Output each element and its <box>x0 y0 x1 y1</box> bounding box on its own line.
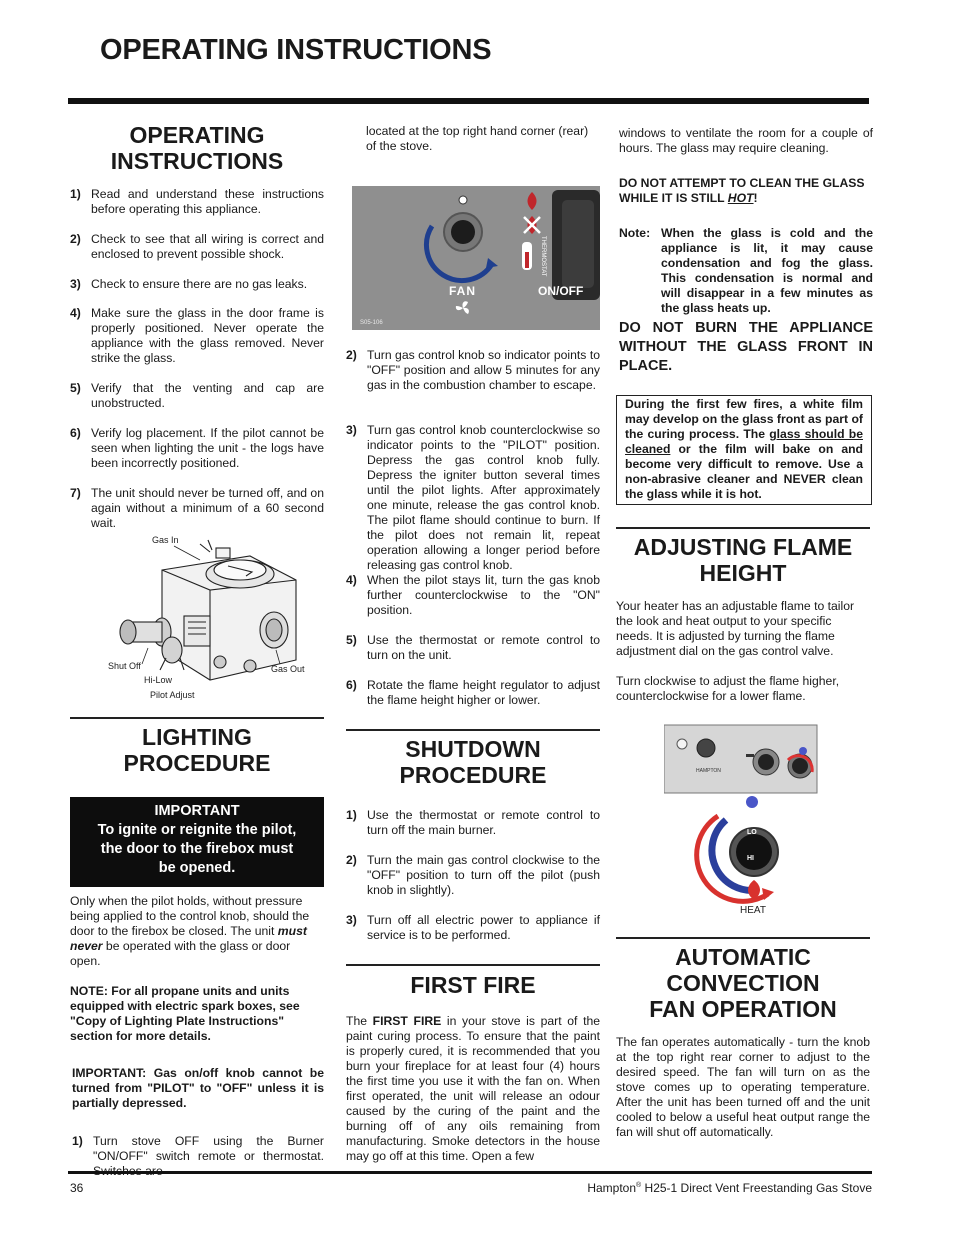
low-flame-icon <box>746 796 758 808</box>
list-item: Rotate the flame height regulator to adjust the flame height higher or lower. <box>367 678 600 707</box>
list-item: Check to ensure there are no gas leaks. <box>91 277 308 291</box>
list-item-number: 1) <box>70 187 81 201</box>
list-item-number: 4) <box>70 306 81 320</box>
list-item-number: 3) <box>70 277 81 291</box>
automatic-fan-heading: AUTOMATIC CONVECTION FAN OPERATION <box>649 944 837 1022</box>
white-film-warning-box: During the first few fires, a white film may develop on the glass front as part of the curing process. The glass should be cleaned or the film will bake on and become very difficult to remove. Use a non-abrasive cleaner and NEVER clean the glass while it is hot. <box>616 395 872 505</box>
gas-in-label: Gas In <box>152 535 179 545</box>
on-off-label: ON/OFF <box>538 284 584 298</box>
shut-off-label: Shut Off <box>108 661 141 671</box>
important-pilot-box: IMPORTANT To ignite or reignite the pilot, the door to the firebox must be opened. <box>70 797 324 887</box>
list-item: Turn off all electric power to appliance if service is to be performed. <box>367 913 600 942</box>
do-not-clean-warning: DO NOT ATTEMPT TO CLEAN THE GLASS WHILE IT IS STILL HOT! <box>619 176 865 205</box>
list-item: Turn the main gas control clockwise to the "OFF" position to turn off the pilot (push knob in slightly). <box>367 853 600 897</box>
list-item: The unit should never be turned off, and on again without a minimum of a 60 second wait. <box>91 486 324 530</box>
pilot-holds-paragraph: Only when the pilot holds, without pressure being applied to the control knob, should the door to the firebox be closed. The unit must never be operated with the glass or door open. <box>70 894 310 968</box>
list-item-number: 2) <box>70 232 81 246</box>
list-item: Verify that the venting and cap are unobstructed. <box>91 381 324 410</box>
gas-out-label: Gas Out <box>271 664 305 674</box>
list-item: Verify log placement. If the pilot cannot be seen when lighting the unit - the logs have been incorrectly positioned. <box>91 426 324 470</box>
list-item-number: 1) <box>72 1134 83 1148</box>
list-item: Check to see that all wiring is correct and enclosed to prevent possible shock. <box>91 232 324 261</box>
first-fire-heading: FIRST FIRE <box>410 972 536 998</box>
operating-instructions-heading: OPERATING INSTRUCTIONS <box>110 122 284 174</box>
knob-important-note: IMPORTANT: Gas on/off knob cannot be turned from "PILOT" to "OFF" unless it is partially depressed. <box>72 1066 324 1110</box>
pilot-adjust-label: Pilot Adjust <box>150 690 195 700</box>
list-item-number: 3) <box>346 423 357 437</box>
flame-dial-illustration <box>664 724 818 919</box>
hampton-label: HAMPTON <box>696 768 721 774</box>
list-item: Turn gas control knob counterclockwise so indicator points to the "PILOT" position. Depress the gas control knob fully. Depress the igniter button several times until the pilot lights. After approximately one minute, release the gas control knob. The pilot flame should continue to burn. If the pilot does not remain lit, repeat operation allowing a longer period before releasing gas control knob. <box>367 423 600 572</box>
list-item-number: 4) <box>346 573 357 587</box>
control-panel-illustration <box>352 186 600 330</box>
lighting-step-1: Turn stove OFF using the Burner "ON/OFF" switch remote or thermostat. <box>93 1134 324 1163</box>
list-item: When the pilot stays lit, turn the gas knob further counterclockwise to the "ON" position. <box>367 573 600 617</box>
hi-low-label: Hi-Low <box>144 675 173 685</box>
section-rule <box>616 937 870 939</box>
do-not-burn-warning: DO NOT BURN THE APPLIANCE WITHOUT THE GLASS FRONT IN PLACE. <box>619 320 873 374</box>
lo-label: LO <box>747 829 757 836</box>
first-fire-paragraph: The FIRST FIRE in your stove is part of the paint curing process. To ensure that the paint is properly cured, it is recommended that you burn your fireplace for at least four (4) hours the first time you use it with the fan on. When first operated, the unit will release an odour caused by the curing of the paint and the burning off of any oils remaining from manufacturing. Smoke detectors in the house may go off at this time. Open a few <box>346 1014 601 1163</box>
ventilate-paragraph: windows to ventilate the room for a couple of hours. The glass may require cleaning. <box>619 126 873 155</box>
lighting-step-1-cont: located at the top right hand corner (rear) of the stove. <box>366 124 589 153</box>
section-rule <box>616 527 870 529</box>
list-item-number: 6) <box>70 426 81 440</box>
indicator-light-icon <box>459 196 467 204</box>
thermostat-label: THERMOSTAT <box>540 236 546 277</box>
list-item-number: 2) <box>346 853 357 867</box>
fan-label: FAN <box>449 284 476 298</box>
page-number: 36 <box>70 1181 84 1195</box>
shutdown-procedure-heading: SHUTDOWN PROCEDURE <box>399 736 547 788</box>
footer-rule <box>68 1171 872 1174</box>
page-title: OPERATING INSTRUCTIONS <box>100 34 492 66</box>
lighting-procedure-heading: LIGHTING PROCEDURE <box>123 724 271 776</box>
list-item: Use the thermostat or remote control to turn off the main burner. <box>367 808 600 837</box>
list-item-number: 3) <box>346 913 357 927</box>
header-rule <box>68 98 869 104</box>
note-label: Note: <box>619 226 651 240</box>
section-rule <box>70 717 324 719</box>
list-item: Use the thermostat or remote control to turn on the unit. <box>367 633 600 662</box>
propane-note: NOTE: For all propane units and units equipped with electric spark boxes, see "Copy of Lighting Plate Instructions" section for more details. <box>70 984 300 1043</box>
section-rule <box>346 729 600 731</box>
list-item-number: 2) <box>346 348 357 362</box>
heat-label: HEAT <box>740 905 766 916</box>
flame-adjust-paragraph: Your heater has an adjustable flame to tailor the look and heat output to your specific needs. It is adjusted by turning the flame adjustment dial on the gas control valve. <box>616 599 855 658</box>
flame-direction-paragraph: Turn clockwise to adjust the flame higher, counterclockwise for a lower flame. <box>616 674 840 703</box>
fan-operation-paragraph: The fan operates automatically - turn the knob at the top right rear corner to adjust to the desired speed. The fan will turn on as the stove comes up to operating temperature. After the unit has been turned off and the unit cooled to below a useful heat output range the fan will shut off automatically. <box>616 1035 870 1139</box>
hi-label: HI <box>747 855 754 862</box>
panel-code: S05-106 <box>360 320 383 326</box>
footer-title: Hampton® H25-1 Direct Vent Freestanding Gas Stove <box>587 1181 872 1195</box>
list-item: Make sure the glass in the door frame is properly positioned. Never operate the appliance with the glass removed. Never strike the glass. <box>91 306 324 365</box>
section-rule <box>346 964 600 966</box>
list-item-number: 7) <box>70 486 81 500</box>
indicator-light-icon <box>677 739 687 749</box>
igniter-button <box>697 739 715 757</box>
list-item-number: 6) <box>346 678 357 692</box>
condensation-note: When the glass is cold and the appliance is lit, it may cause condensation and fog the glass. This condensation is normal and will disappear in a few minutes as the glass heats up. <box>661 226 873 315</box>
list-item-number: 5) <box>346 633 357 647</box>
gas-valve-illustration <box>100 530 320 706</box>
list-item: Read and understand these instructions before operating this appliance. <box>91 187 324 216</box>
list-item-number: 5) <box>70 381 81 395</box>
adjusting-flame-height-heading: ADJUSTING FLAME HEIGHT <box>633 534 853 586</box>
list-item-number: 1) <box>346 808 357 822</box>
list-item: Turn gas control knob so indicator points to "OFF" position and allow 5 minutes for any gas in the combustion chamber to escape. <box>367 348 600 392</box>
